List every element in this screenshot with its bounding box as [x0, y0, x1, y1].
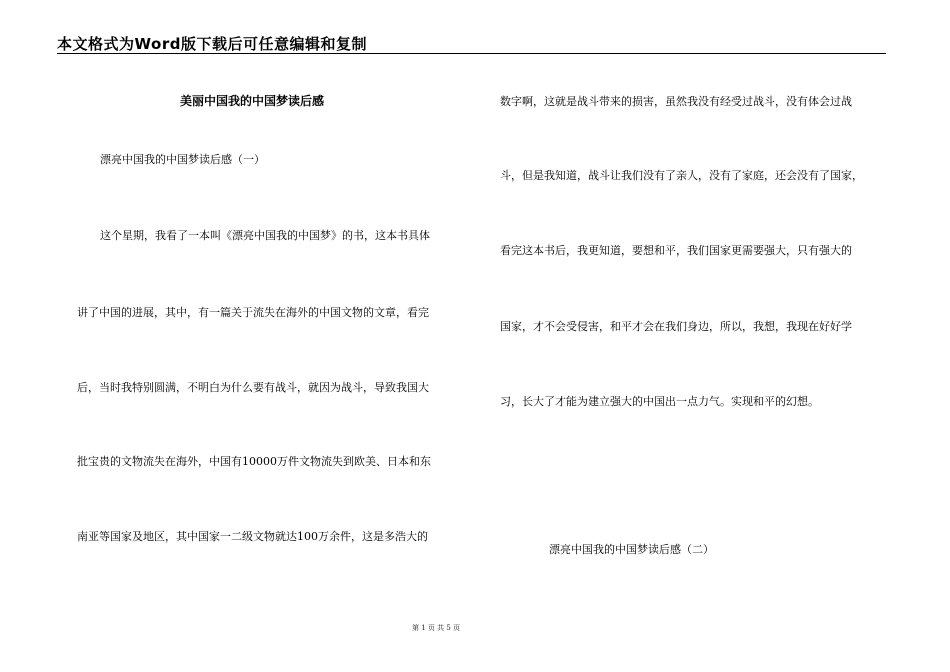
- page-number-footer: 第 1 页 共 5 页: [412, 624, 461, 632]
- right-paragraph-line: 习，长大了才能为建立强大的中国出一点力气。实现和平的幻想。: [500, 395, 819, 408]
- document-title: 美丽中国我的中国梦读后感: [180, 94, 325, 108]
- section-heading-one: 漂亮中国我的中国梦读后感（一）: [100, 153, 265, 166]
- left-paragraph-line: 后，当时我特别圆满，不明白为什么要有战斗，就因为战斗，导致我国大: [77, 381, 429, 394]
- right-paragraph-line: 国家，才不会受侵害，和平才会在我们身边，所以，我想，我现在好好学: [500, 320, 852, 333]
- left-paragraph-line: 南亚等国家及地区，其中国家一二级文物就达100万余件，这是多浩大的: [77, 530, 428, 543]
- left-paragraph-line: 批宝贵的文物流失在海外，中国有10000万件文物流失到欧美、日本和东: [77, 455, 431, 468]
- right-paragraph-line: 看完这本书后，我更知道，要想和平，我们国家更需要强大，只有强大的: [500, 244, 852, 257]
- left-paragraph-line: 讲了中国的进展，其中，有一篇关于流失在海外的中国文物的文章，看完: [77, 306, 429, 319]
- header-rule: [57, 53, 886, 54]
- left-paragraph-line: 这个星期，我看了一本叫《漂亮中国我的中国梦》的书，这本书具体: [100, 229, 430, 242]
- right-paragraph-line: 数字啊，这就是战斗带来的损害，虽然我没有经受过战斗，没有体会过战: [500, 95, 852, 108]
- right-paragraph-line: 斗，但是我知道，战斗让我们没有了亲人，没有了家庭，还会没有了国家，: [500, 169, 863, 182]
- document-banner: 本文格式为Word版下载后可任意编辑和复制: [57, 35, 367, 53]
- section-heading-two: 漂亮中国我的中国梦读后感（二）: [549, 543, 714, 556]
